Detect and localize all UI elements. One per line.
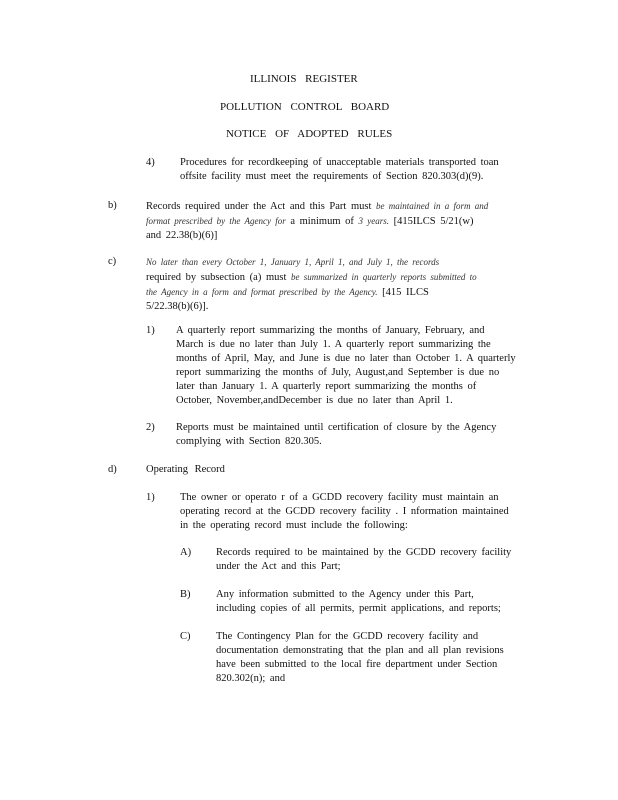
- italic-run: 3 years.: [358, 216, 389, 226]
- text-line: offsite facility must meet the requirements of Section 820.303(d)(9).: [180, 171, 484, 182]
- italic-run: be maintained in a form and: [376, 201, 489, 211]
- text-line: Any information submitted to the Agency under this Part,: [216, 589, 474, 600]
- text-line: including copies of all permits, permit applications, and reports;: [216, 603, 501, 614]
- text-line: The owner or operato r of a GCDD recovery facility must maintain an: [180, 492, 499, 503]
- paragraph-dA: [216, 546, 531, 574]
- header-register: ILLINOIS REGISTER: [250, 73, 358, 85]
- item-label: c): [108, 256, 117, 267]
- item-label: 1): [146, 325, 155, 336]
- text-line: 5/22.38(b)(6)].: [146, 301, 209, 312]
- item-label: A): [180, 547, 192, 558]
- header-notice: NOTICE OF ADOPTED RULES: [226, 128, 393, 140]
- paragraph-a4: [180, 156, 530, 184]
- text-line: complying with Section 820.305.: [176, 436, 322, 447]
- item-label: b): [108, 200, 117, 211]
- item-label: C): [180, 631, 191, 642]
- paragraph-c: [146, 255, 528, 314]
- text-line: Reports must be maintained until certification of closure by the Agency: [176, 422, 497, 433]
- paragraph-b: [146, 199, 518, 243]
- paragraph-dC: [216, 630, 528, 686]
- item-label: 4): [146, 157, 155, 168]
- paragraph-c1: [176, 324, 526, 408]
- paragraph-dB: [216, 588, 531, 616]
- italic-run: format prescribed by the Agency for: [146, 216, 286, 226]
- item-label: 1): [146, 492, 155, 503]
- item-label: d): [108, 464, 117, 475]
- text-line: Records required to be maintained by the GCDD recovery facility: [216, 547, 512, 558]
- paragraph-d1: [180, 491, 522, 533]
- text-line: [146, 270, 528, 285]
- text-line: March is due no later than July 1. A quarterly report summarizing the: [176, 339, 491, 350]
- text-line: later than January 1. A quarterly report summarizing the months of: [176, 381, 477, 392]
- text-line: A quarterly report summarizing the months of January, February, and: [176, 325, 485, 336]
- italic-run: the Agency in a form and format prescribed by the Agency.: [146, 287, 378, 297]
- italic-run: No later than every October 1, January 1, April 1, and July 1, the records: [146, 257, 440, 267]
- text-line: [146, 285, 528, 300]
- italic-run: be summarized in quarterly reports submitted to: [291, 272, 477, 282]
- text-line: in the operating record must include the following:: [180, 520, 408, 531]
- text-line: The Contingency Plan for the GCDD recovery facility and: [216, 631, 479, 642]
- text-line: operating record at the GCDD recovery facility . I nformation maintained: [180, 506, 509, 517]
- text-line: report summarizing the months of July, August,and September is due no: [176, 367, 500, 378]
- paragraph-c2: [176, 421, 521, 449]
- text-line: October, November,andDecember is due no later than April 1.: [176, 395, 453, 406]
- item-label: 2): [146, 422, 155, 433]
- text-line: 820.302(n); and: [216, 673, 286, 684]
- text-line: [146, 214, 518, 229]
- text-run: [415ILCS 5/21(w): [393, 216, 474, 227]
- text-line: months of April, May, and June is due no later than October 1. A quarterly: [176, 353, 516, 364]
- section-title: Operating Record: [146, 464, 225, 475]
- header-board: POLLUTION CONTROL BOARD: [220, 101, 390, 113]
- text-line: Procedures for recordkeeping of unacceptable materials transported toan: [180, 157, 499, 168]
- text-run: a minimum of: [290, 216, 354, 227]
- text-run: Records required under the Act and this Part must: [146, 201, 372, 212]
- text-line: under the Act and this Part;: [216, 561, 341, 572]
- text-run: required by subsection (a) must: [146, 272, 287, 283]
- text-line: have been submitted to the local fire department under Section: [216, 659, 498, 670]
- text-run: [415 ILCS: [382, 287, 429, 298]
- item-label: B): [180, 589, 191, 600]
- text-line: and 22.38(b)(6)]: [146, 230, 218, 241]
- text-line: [146, 255, 528, 270]
- text-line: documentation demonstrating that the plan and all plan revisions: [216, 645, 504, 656]
- text-line: [146, 199, 518, 214]
